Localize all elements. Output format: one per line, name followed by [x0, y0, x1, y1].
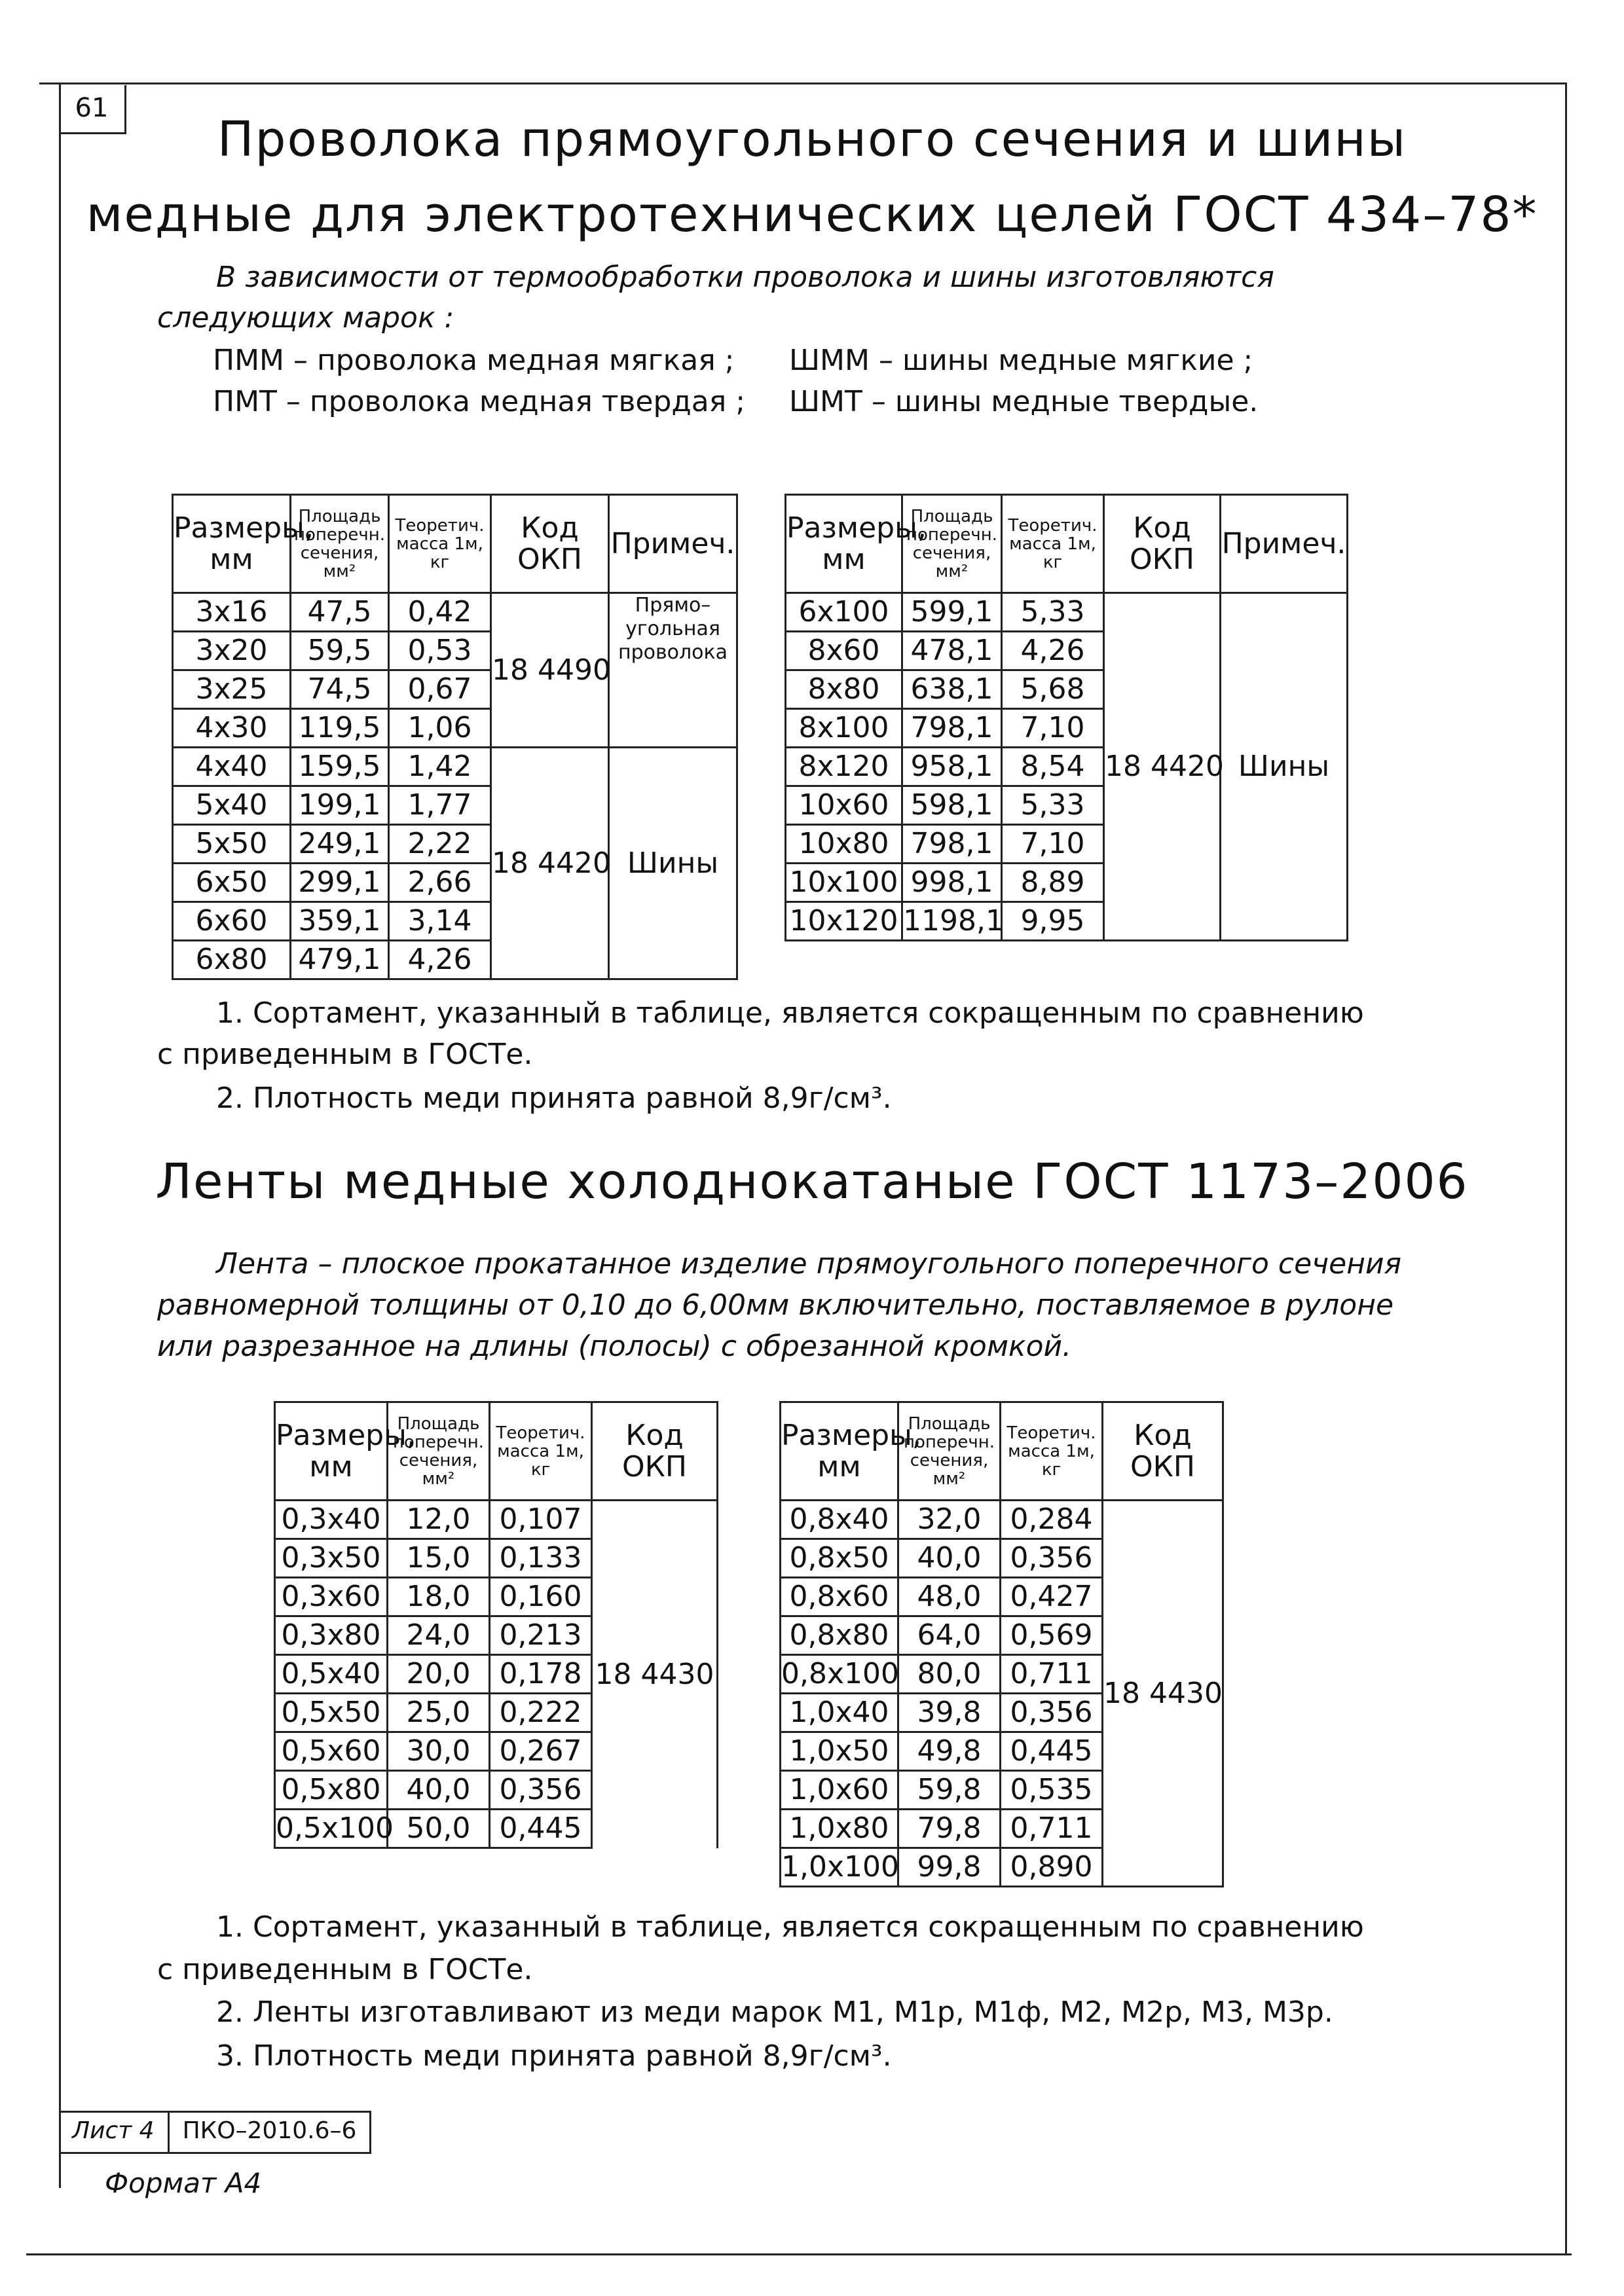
cell-size: 0,5x80: [275, 1771, 388, 1810]
cell-note: Шины: [609, 748, 737, 979]
header-note: Примеч.: [609, 495, 737, 593]
cell-size: 5x40: [173, 786, 291, 825]
cell-mass: 1,06: [389, 709, 491, 748]
cell-area: 32,0: [898, 1501, 1001, 1539]
cell-area: 798,1: [902, 709, 1002, 748]
cell-code: 18 4420: [1104, 593, 1221, 941]
cell-area: 638,1: [902, 670, 1002, 709]
header-code: Код ОКП: [592, 1402, 718, 1501]
section1-note-2: 2. Плотность меди принята равной 8,9г/см³.: [216, 1082, 892, 1115]
page-number: 61: [59, 85, 126, 134]
header-size: Размеры, мм: [173, 495, 291, 593]
cell-mass: 0,711: [1001, 1810, 1103, 1848]
cell-area: 998,1: [902, 864, 1002, 902]
cell-size: 10x60: [786, 786, 902, 825]
cell-mass: 0,427: [1001, 1578, 1103, 1616]
cell-code: 18 4490: [491, 593, 609, 748]
cell-area: 20,0: [388, 1655, 490, 1694]
header-code: Код ОКП: [1103, 1402, 1223, 1501]
cell-size: 0,8x40: [781, 1501, 898, 1539]
cell-mass: 0,267: [490, 1732, 592, 1771]
header-area: Площадь поперечн. сечения, мм²: [902, 495, 1002, 593]
header-size: Размеры, мм: [781, 1402, 898, 1501]
section2-intro-line1: Лента – плоское прокатанное изделие прямоугольного поперечного сечения: [216, 1247, 1402, 1281]
section1-intro-line1: В зависимости от термообработки проволока и шины изготовляются: [216, 261, 1274, 294]
cell-mass: 0,356: [1001, 1694, 1103, 1732]
cell-size: 6x80: [173, 941, 291, 979]
cell-size: 4x40: [173, 748, 291, 786]
cell-size: 1,0x40: [781, 1694, 898, 1732]
cell-mass: 5,33: [1002, 786, 1104, 825]
cell-size: 8x80: [786, 670, 902, 709]
cell-mass: 0,133: [490, 1539, 592, 1578]
format-label: Формат А4: [105, 2167, 262, 2199]
cell-mass: 0,222: [490, 1694, 592, 1732]
cell-size: 10x80: [786, 825, 902, 864]
frame-top-line: [39, 82, 1565, 84]
header-area: Площадь поперечн. сечения, мм²: [388, 1402, 490, 1501]
cell-mass: 0,711: [1001, 1655, 1103, 1694]
cell-mass: 9,95: [1002, 902, 1104, 941]
cell-size: 0,8x50: [781, 1539, 898, 1578]
section1-note-1: 1. Сортамент, указанный в таблице, является сокращенным по сравнению: [216, 996, 1364, 1030]
cell-size: 0,3x80: [275, 1616, 388, 1655]
cell-area: 47,5: [291, 593, 389, 632]
cell-size: 3x25: [173, 670, 291, 709]
cell-mass: 8,89: [1002, 864, 1104, 902]
header-mass: Теоретич. масса 1м, кг: [490, 1402, 592, 1501]
cell-mass: 0,569: [1001, 1616, 1103, 1655]
cell-mass: 0,160: [490, 1578, 592, 1616]
cell-size: 0,5x100: [275, 1810, 388, 1848]
cell-area: 99,8: [898, 1848, 1001, 1887]
cell-mass: 1,77: [389, 786, 491, 825]
cell-area: 359,1: [291, 902, 389, 941]
cell-area: 48,0: [898, 1578, 1001, 1616]
section2-intro-line3: или разрезанное на длины (полосы) с обрезанной кромкой.: [157, 1330, 1072, 1363]
cell-size: 4x30: [173, 709, 291, 748]
header-mass: Теоретич. масса 1м, кг: [389, 495, 491, 593]
cell-size: 8x60: [786, 632, 902, 670]
section2-note-2: 2. Ленты изготавливают из меди марок М1, М1р, М1ф, М2, М2р, М3, М3р.: [216, 1995, 1333, 2029]
cell-area: 64,0: [898, 1616, 1001, 1655]
cell-size: 0,5x60: [275, 1732, 388, 1771]
cell-area: 119,5: [291, 709, 389, 748]
cell-size: 0,3x50: [275, 1539, 388, 1578]
cell-area: 15,0: [388, 1539, 490, 1578]
cell-mass: 8,54: [1002, 748, 1104, 786]
cell-code: 18 4430: [1103, 1501, 1223, 1887]
document-code: ПКО–2010.6–6: [170, 2113, 372, 2152]
cell-size: 10x120: [786, 902, 902, 941]
bus-table-right: [784, 494, 1348, 941]
cell-size: 6x60: [173, 902, 291, 941]
header-code: Код ОКП: [491, 495, 609, 593]
cell-area: 59,5: [291, 632, 389, 670]
strip-table-left: [274, 1401, 718, 1849]
cell-area: 1198,1: [902, 902, 1002, 941]
section2-note-3: 3. Плотность меди принята равной 8,9г/см³.: [216, 2039, 892, 2073]
cell-area: 599,1: [902, 593, 1002, 632]
cell-mass: 0,445: [490, 1810, 592, 1848]
cell-area: 958,1: [902, 748, 1002, 786]
cell-mass: 0,178: [490, 1655, 592, 1694]
cell-mass: 0,213: [490, 1616, 592, 1655]
cell-area: 40,0: [388, 1771, 490, 1810]
header-area: Площадь поперечн. сечения, мм²: [291, 495, 389, 593]
section1-note-1-cont: с приведенным в ГОСТе.: [157, 1038, 533, 1071]
section2-note-1: 1. Сортамент, указанный в таблице, является сокращенным по сравнению: [216, 1910, 1364, 1944]
section1-title-line2: медные для электротехнических целей ГОСТ 434–78*: [86, 187, 1538, 243]
cell-note: Прямо– угольная проволока: [609, 593, 737, 748]
cell-mass: 0,445: [1001, 1732, 1103, 1771]
cell-size: 6x100: [786, 593, 902, 632]
cell-size: 1,0x50: [781, 1732, 898, 1771]
cell-area: 159,5: [291, 748, 389, 786]
cell-mass: 7,10: [1002, 709, 1104, 748]
cell-area: 59,8: [898, 1771, 1001, 1810]
cell-size: 0,8x60: [781, 1578, 898, 1616]
cell-area: 74,5: [291, 670, 389, 709]
cell-area: 25,0: [388, 1694, 490, 1732]
cell-size: 10x100: [786, 864, 902, 902]
cell-mass: 1,42: [389, 748, 491, 786]
cell-mass: 4,26: [389, 941, 491, 979]
cell-area: 249,1: [291, 825, 389, 864]
cell-size: 0,8x100: [781, 1655, 898, 1694]
cell-mass: 0,356: [490, 1771, 592, 1810]
cell-mass: 0,107: [490, 1501, 592, 1539]
cell-mass: 0,53: [389, 632, 491, 670]
wire-table-left: [172, 494, 738, 980]
cell-area: 12,0: [388, 1501, 490, 1539]
sheet-label: Лист 4: [59, 2113, 170, 2152]
cell-area: 50,0: [388, 1810, 490, 1848]
cell-size: 0,8x80: [781, 1616, 898, 1655]
cell-size: 1,0x80: [781, 1810, 898, 1848]
mark-shmt: ШМТ – шины медные твердые.: [789, 385, 1259, 418]
cell-area: 80,0: [898, 1655, 1001, 1694]
cell-size: 3x16: [173, 593, 291, 632]
cell-size: 0,3x60: [275, 1578, 388, 1616]
cell-mass: 0,890: [1001, 1848, 1103, 1887]
cell-mass: 0,284: [1001, 1501, 1103, 1539]
cell-mass: 0,356: [1001, 1539, 1103, 1578]
cell-size: 1,0x100: [781, 1848, 898, 1887]
header-mass: Теоретич. масса 1м, кг: [1001, 1402, 1103, 1501]
cell-mass: 2,22: [389, 825, 491, 864]
section1-intro-line2: следующих марок :: [157, 301, 454, 335]
frame-left-line: [59, 82, 61, 2188]
section2-note-1-cont: с приведенным в ГОСТе.: [157, 1953, 533, 1986]
cell-mass: 4,26: [1002, 632, 1104, 670]
cell-size: 6x50: [173, 864, 291, 902]
cell-area: 299,1: [291, 864, 389, 902]
header-note: Примеч.: [1221, 495, 1348, 593]
cell-mass: 2,66: [389, 864, 491, 902]
header-size: Размеры, мм: [275, 1402, 388, 1501]
cell-size: 0,5x50: [275, 1694, 388, 1732]
header-area: Площадь поперечн. сечения, мм²: [898, 1402, 1001, 1501]
cell-mass: 0,535: [1001, 1771, 1103, 1810]
cell-area: 598,1: [902, 786, 1002, 825]
cell-area: 478,1: [902, 632, 1002, 670]
cell-area: 479,1: [291, 941, 389, 979]
cell-size: 0,5x40: [275, 1655, 388, 1694]
header-mass: Теоретич. масса 1м, кг: [1002, 495, 1104, 593]
cell-mass: 3,14: [389, 902, 491, 941]
cell-size: 0,3x40: [275, 1501, 388, 1539]
cell-mass: 7,10: [1002, 825, 1104, 864]
mark-pmm: ПММ – проволока медная мягкая ;: [213, 344, 735, 377]
cell-code: 18 4420: [491, 748, 609, 979]
cell-area: 18,0: [388, 1578, 490, 1616]
cell-area: 798,1: [902, 825, 1002, 864]
cell-area: 39,8: [898, 1694, 1001, 1732]
title-block: [59, 2111, 371, 2154]
mark-shmm: ШММ – шины медные мягкие ;: [789, 344, 1253, 377]
cell-code: 18 4430: [592, 1501, 718, 1848]
cell-area: 79,8: [898, 1810, 1001, 1848]
cell-size: 8x100: [786, 709, 902, 748]
section2-title: Ленты медные холоднокатаные ГОСТ 1173–2006: [155, 1154, 1469, 1210]
cell-mass: 5,33: [1002, 593, 1104, 632]
mark-pmt: ПМТ – проволока медная твердая ;: [213, 385, 746, 418]
cell-area: 30,0: [388, 1732, 490, 1771]
strip-table-right: [779, 1401, 1224, 1887]
header-size: Размеры, мм: [786, 495, 902, 593]
section2-intro-line2: равномерной толщины от 0,10 до 6,00мм включительно, поставляемое в рулоне: [157, 1288, 1394, 1322]
cell-note: Шины: [1221, 593, 1348, 941]
cell-mass: 5,68: [1002, 670, 1104, 709]
cell-area: 24,0: [388, 1616, 490, 1655]
cell-area: 199,1: [291, 786, 389, 825]
cell-area: 40,0: [898, 1539, 1001, 1578]
frame-bottom-line: [26, 2253, 1572, 2255]
cell-size: 3x20: [173, 632, 291, 670]
cell-area: 49,8: [898, 1732, 1001, 1771]
cell-size: 8x120: [786, 748, 902, 786]
cell-size: 5x50: [173, 825, 291, 864]
cell-size: 1,0x60: [781, 1771, 898, 1810]
section1-title-line1: Проволока прямоугольного сечения и шины: [217, 111, 1407, 168]
header-code: Код ОКП: [1104, 495, 1221, 593]
cell-mass: 0,67: [389, 670, 491, 709]
cell-mass: 0,42: [389, 593, 491, 632]
